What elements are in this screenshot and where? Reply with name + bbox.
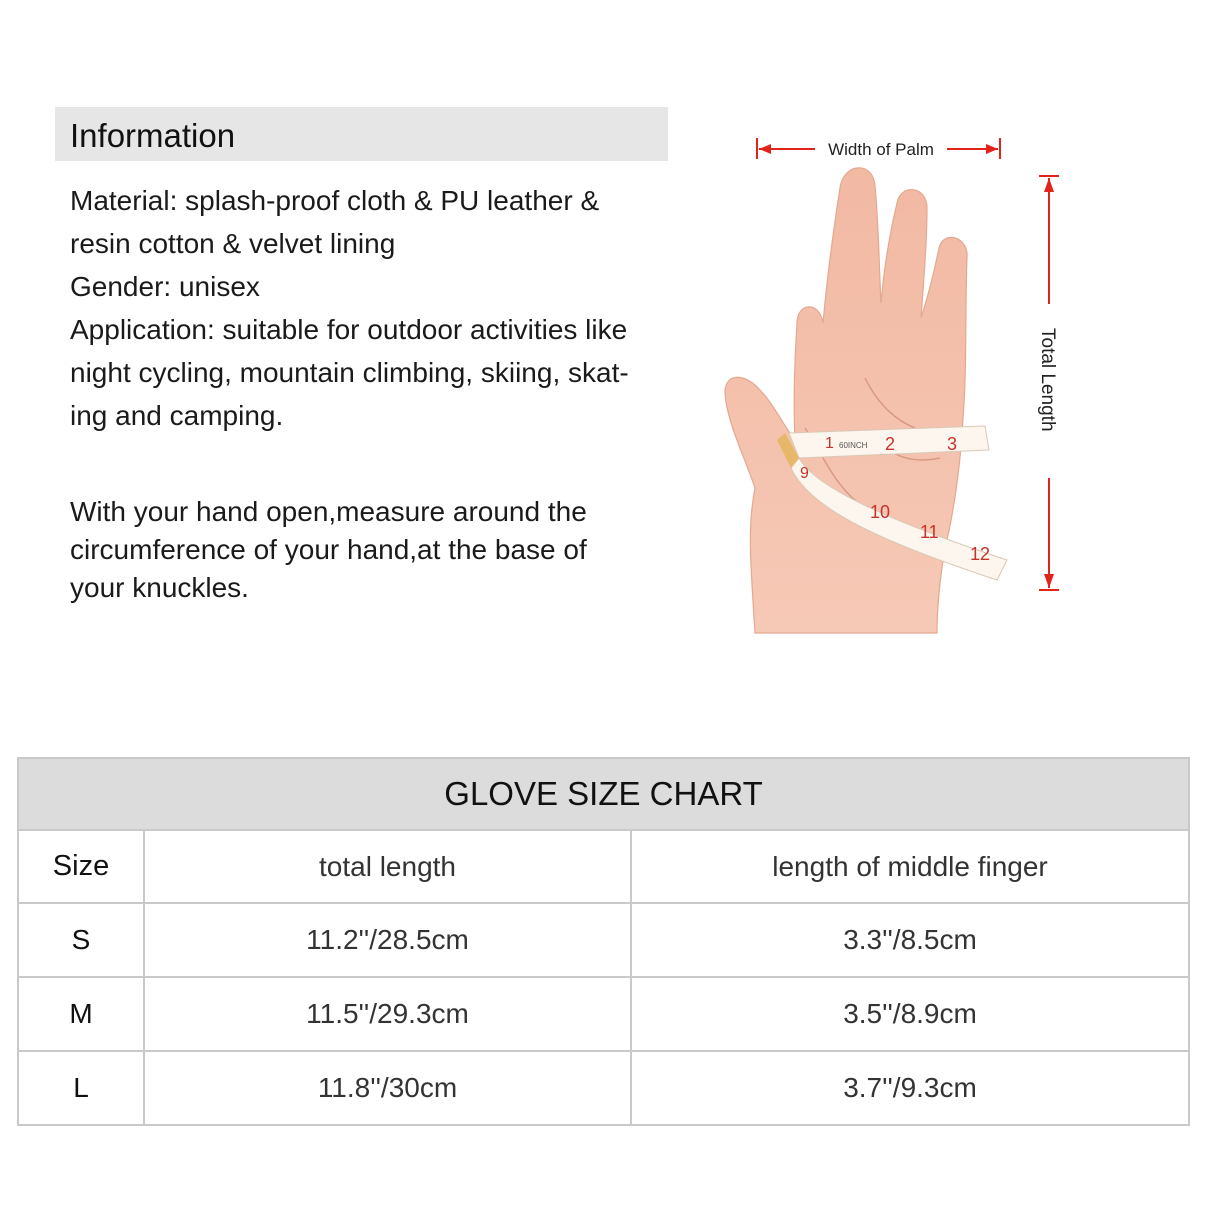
info-heading: Information bbox=[70, 117, 236, 154]
tape-mark: 1 bbox=[825, 435, 834, 452]
info-line: Material: splash-proof cloth & PU leather & bbox=[70, 185, 600, 216]
measure-note-line: With your hand open,measure around the bbox=[70, 496, 587, 527]
info-header bbox=[55, 107, 668, 161]
total-length-cell: 11.2''/28.5cm bbox=[144, 903, 631, 977]
length-arrow bbox=[1037, 176, 1059, 590]
measure-note-line: circumference of your hand,at the base of bbox=[70, 534, 587, 565]
tape-mark: 10 bbox=[870, 502, 891, 522]
info-line: Gender: unisex bbox=[70, 271, 260, 302]
width-label: Width of Palm bbox=[828, 140, 934, 159]
tape-mark: 11 bbox=[920, 522, 939, 542]
table-row bbox=[18, 903, 1189, 977]
middle-finger-cell: 3.7''/9.3cm bbox=[631, 1051, 1189, 1125]
tape-mark: 2 bbox=[885, 434, 896, 454]
middle-finger-cell: 3.5''/8.9cm bbox=[631, 977, 1189, 1051]
info-line: ing and camping. bbox=[70, 400, 284, 431]
info-line: night cycling, mountain climbing, skiing, skat- bbox=[70, 357, 629, 388]
table-header-row bbox=[18, 830, 1189, 903]
size-cell: S bbox=[18, 903, 144, 977]
tape-mark: 3 bbox=[947, 434, 958, 454]
table-title: GLOVE SIZE CHART bbox=[18, 758, 1189, 830]
info-body bbox=[70, 179, 675, 437]
info-line: resin cotton & velvet lining bbox=[70, 228, 396, 259]
info-line: Application: suitable for outdoor activities like bbox=[70, 314, 628, 345]
size-cell: L bbox=[18, 1051, 144, 1125]
hand-illustration bbox=[725, 168, 1007, 633]
header-middle-finger: length of middle finger bbox=[631, 830, 1189, 903]
tape-unit: 60INCH bbox=[839, 441, 868, 450]
measure-note-line: your knuckles. bbox=[70, 572, 249, 603]
tape-mark: 9 bbox=[800, 465, 809, 482]
middle-finger-cell: 3.3''/8.5cm bbox=[631, 903, 1189, 977]
size-cell: M bbox=[18, 977, 144, 1051]
header-total-length: total length bbox=[144, 830, 631, 903]
measure-note bbox=[70, 493, 670, 607]
glove-size-table bbox=[17, 757, 1190, 1126]
table-row bbox=[18, 977, 1189, 1051]
total-length-cell: 11.8''/30cm bbox=[144, 1051, 631, 1125]
tape-mark: 12 bbox=[970, 544, 991, 564]
header-size: Size bbox=[18, 830, 144, 903]
table-row bbox=[18, 1051, 1189, 1125]
length-label: Total Length bbox=[1037, 328, 1058, 432]
hand-measure-figure bbox=[715, 128, 1075, 638]
width-arrow bbox=[757, 138, 1000, 159]
table-title-row bbox=[18, 758, 1189, 830]
total-length-cell: 11.5''/29.3cm bbox=[144, 977, 631, 1051]
